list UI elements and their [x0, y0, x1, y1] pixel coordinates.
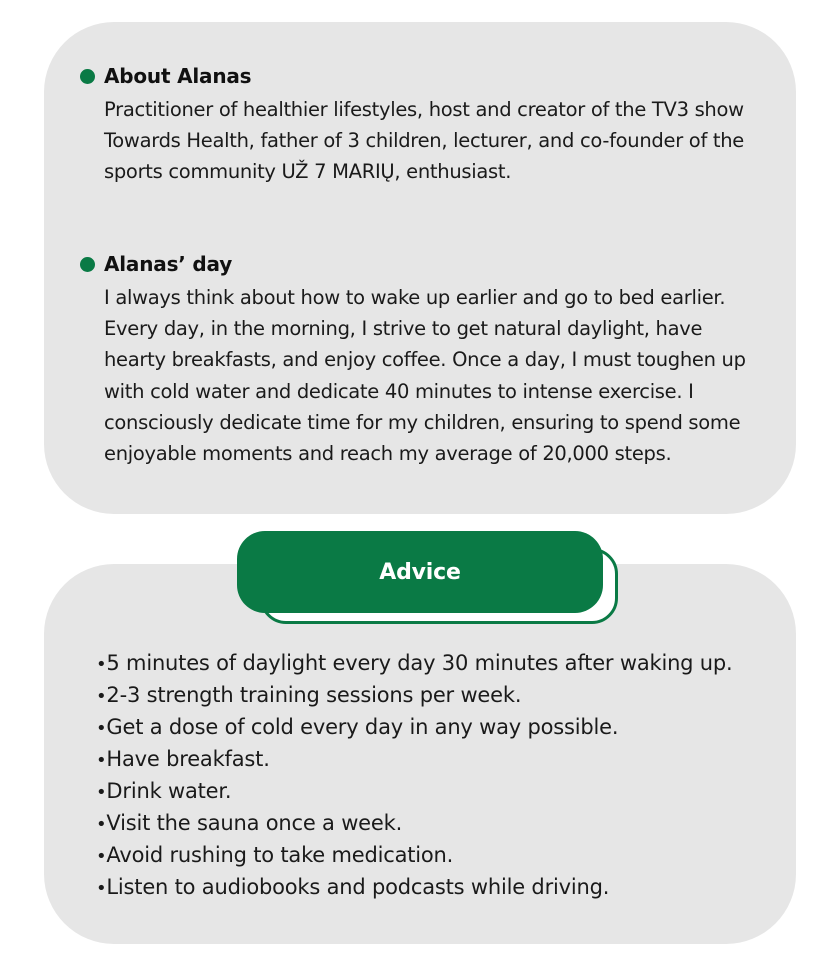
bullet-icon: • [96, 814, 107, 835]
about-heading: About Alanas [104, 64, 252, 88]
advice-item-text: Have breakfast. [106, 747, 270, 771]
bullet-icon: • [96, 686, 107, 707]
advice-item-text: Listen to audiobooks and podcasts while driving. [106, 875, 610, 899]
bullet-icon: • [96, 654, 107, 675]
bullet-icon: • [96, 782, 107, 803]
advice-item-text: Avoid rushing to take medication. [106, 843, 454, 867]
about-text: Practitioner of healthier lifestyles, host and creator of the TV3 show Towards Health, father of 3 children, lecturer, and co-founder of the sports community UŽ 7 MARIŲ, enthusiast. [104, 98, 745, 184]
advice-badge [237, 531, 603, 613]
bullet-icon: • [96, 846, 107, 867]
advice-item-text: Visit the sauna once a week. [106, 811, 403, 835]
list-item [96, 840, 766, 872]
day-heading: Alanas’ day [104, 252, 233, 276]
day-text: I always think about how to wake up earlier and go to bed earlier. Every day, in the morning, I strive to get natural daylight, have hearty breakfasts, and enjoy coffee. Once a day, I must toughen up with cold water and dedicate 40 minutes to intense exercise. I consciously dedicate time for my children, ensuring to spend some enjoyable moments and reach my average of 20,000 steps. [104, 286, 746, 466]
advice-item-text: Get a dose of cold every day in any way possible. [106, 715, 619, 739]
about-heading-row [80, 64, 251, 88]
list-item [96, 680, 766, 712]
advice-item-text: 2-3 strength training sessions per week. [106, 683, 522, 707]
advice-list [96, 648, 766, 904]
day-heading-row [80, 252, 232, 276]
bullet-icon: • [96, 750, 107, 771]
advice-item-text: 5 minutes of daylight every day 30 minutes after waking up. [106, 651, 733, 675]
list-item [96, 808, 766, 840]
list-item [96, 744, 766, 776]
green-dot-icon [80, 257, 95, 272]
list-item [96, 648, 766, 680]
advice-item-text: Drink water. [106, 779, 232, 803]
list-item [96, 712, 766, 744]
green-dot-icon [80, 69, 95, 84]
bullet-icon: • [96, 718, 107, 739]
advice-badge-label: Advice [379, 559, 461, 585]
about-card [44, 22, 796, 514]
list-item [96, 776, 766, 808]
bullet-icon: • [96, 878, 107, 899]
list-item [96, 872, 766, 904]
